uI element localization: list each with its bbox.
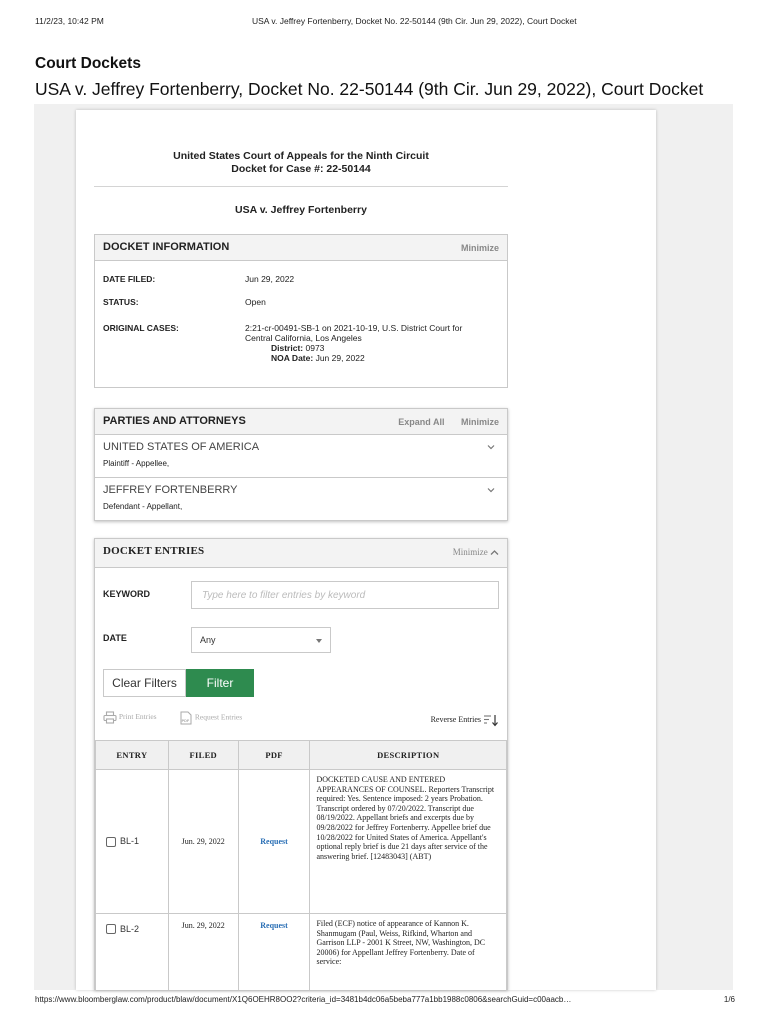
docket-case-number: Docket for Case #: 22-50144 [231,163,371,175]
column-header-filed[interactable]: FILED [168,741,238,770]
column-header-entry[interactable]: ENTRY [96,741,169,770]
district-value: 0973 [303,343,325,353]
entry-checkbox[interactable] [106,924,116,934]
party-role: Plaintiff - Appellee, [103,459,170,468]
original-cases-label: ORIGINAL CASES: [103,323,179,333]
request-entries-button[interactable]: PDF Request Entries [179,711,242,725]
divider [94,186,508,187]
parties-attorneys-panel [94,408,508,521]
entry-cell [96,770,169,914]
table-header-row [96,741,507,770]
print-timestamp: 11/2/23, 10:42 PM [35,16,104,26]
parties-attorneys-title: PARTIES AND ATTORNEYS [103,415,246,427]
docket-information-title: DOCKET INFORMATION [103,241,230,253]
docket-entries-minimize-button[interactable]: Minimize [453,547,499,557]
date-filter-select[interactable] [191,627,331,653]
status-label: STATUS: [103,297,139,307]
original-cases-value [245,323,503,363]
request-pdf-link[interactable]: Request [260,837,288,846]
district-line [245,343,324,353]
pdf-cell [238,914,310,991]
parties-minimize-button[interactable]: Minimize [460,417,499,427]
keyword-label: KEYWORD [103,589,150,599]
pdf-icon [179,711,193,725]
district-label: District: [271,343,304,353]
court-header [94,150,508,176]
request-pdf-link[interactable]: Request [260,921,288,930]
svg-text:PDF: PDF [181,719,190,723]
docket-entries-header [95,539,507,568]
page-number: 1/6 [723,995,735,1004]
noa-date-line [245,353,365,363]
original-case-line-2: Central California, Los Angeles [245,333,362,343]
court-name: United States Court of Appeals for the Ninth Circuit [173,150,429,162]
docket-entries-title: DOCKET ENTRIES [103,545,205,557]
dropdown-caret-icon [316,639,322,643]
sort-descending-icon [483,713,499,727]
entry-id: BL-1 [120,836,140,847]
table-row [96,914,507,991]
original-cases-row [103,323,503,383]
party-item[interactable] [95,477,507,519]
keyword-filter-input[interactable] [191,581,499,609]
date-label: DATE [103,633,127,643]
entry-cell [96,914,169,991]
print-title: USA v. Jeffrey Fortenberry, Docket No. 22-50144 (9th Cir. Jun 29, 2022), Court Docket [252,16,577,26]
docket-entries-panel [94,538,508,990]
chevron-down-icon[interactable] [487,486,495,494]
print-entries-button[interactable]: Print Entries [103,711,157,724]
docket-information-header [95,235,507,261]
noa-date-label: NOA Date: [271,353,314,363]
filter-button[interactable]: Filter [186,669,254,697]
column-header-description[interactable]: DESCRIPTION [310,741,507,770]
case-name: USA v. Jeffrey Fortenberry [235,204,367,216]
chevron-down-icon[interactable] [487,443,495,451]
entry-description: Filed (ECF) notice of appearance of Kannon K. Shanmugam (Paul, Weiss, Rifkind, Wharton and Garrison LLP - 2001 K Street, NW, Washington, DC 20006) for Appellant Jeffrey Fortenberry. Date of service: [310,914,507,991]
page-url: https://www.bloomberglaw.com/product/blaw/document/X1Q6OEHR8OO2?criteria_id=3481b4dc06a5beba777a1bb1988c0806&searchGuid=c00aacb… [35,995,572,1004]
party-item[interactable] [95,435,507,477]
reverse-entries-button[interactable]: Reverse Entries [431,713,499,727]
entry-description: DOCKETED CAUSE AND ENTERED APPEARANCES OF COUNSEL. Reporters Transcript required: Yes. Sentence imposed: 2 years Probation. Transcript ordered by 07/20/2022. Transcript due 08/19/2022. Appellant briefs and excerpts due by 09/28/2022 for Jeffrey Fortenberry. Appellee brief due 10/28/2022 for United States of America. Appellant's optional reply brief is due 21 days after service of the answering brief. [12483043] (ABT) [310,770,507,914]
filed-date: Jun. 29, 2022 [168,770,238,914]
date-filed-label: DATE FILED: [103,274,156,284]
clear-filters-button[interactable]: Clear Filters [103,669,186,697]
print-footer [0,995,768,1009]
docket-information-panel [94,234,508,388]
party-name: UNITED STATES OF AMERICA [103,441,260,453]
print-header [0,16,768,32]
column-header-pdf[interactable]: PDF [238,741,310,770]
entry-checkbox[interactable] [106,837,116,847]
document-title: USA v. Jeffrey Fortenberry, Docket No. 22-50144 (9th Cir. Jun 29, 2022), Court Docket [35,79,704,99]
chevron-up-icon [490,549,499,556]
site-title: Court Dockets [35,55,141,72]
table-row [96,770,507,914]
date-filed-value: Jun 29, 2022 [245,274,295,284]
docket-entries-table [95,740,507,990]
party-role: Defendant - Appellant, [103,502,183,511]
entry-id: BL-2 [120,924,140,935]
date-filter-value: Any [200,635,216,645]
expand-all-button[interactable]: Expand All [398,417,445,427]
printer-icon [103,711,117,724]
original-case-line-1: 2:21-cr-00491-SB-1 on 2021-10-19, U.S. District Court for [245,323,463,333]
status-value: Open [245,297,266,307]
filed-date: Jun. 29, 2022 [168,914,238,991]
parties-attorneys-header [95,409,507,435]
noa-date-value: Jun 29, 2022 [313,353,365,363]
pdf-cell [238,770,310,914]
party-name: JEFFREY FORTENBERRY [103,484,238,496]
docket-information-minimize-button[interactable]: Minimize [460,243,499,253]
